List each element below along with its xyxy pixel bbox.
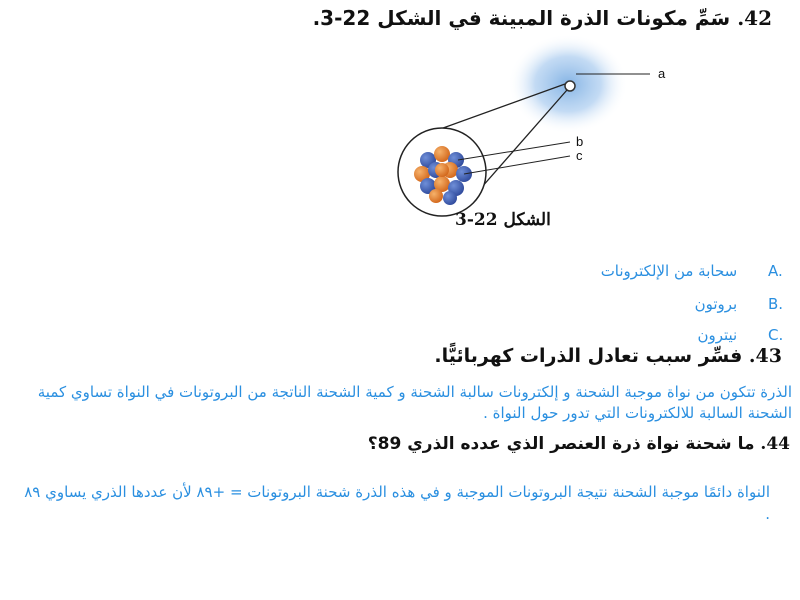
answer-43: الذرة تتكون من نواة موجبة الشحنة و إلكترونات سالبة الشحنة و كمية الشحنة الناتجة من البروتونات في النواة تساوي كمية الشحنة السالبة للالكترونات التي تدور حول النواة . xyxy=(37,383,792,422)
option-a-text: سحابة من الإلكترونات xyxy=(600,262,738,280)
question-42-number: 42. xyxy=(737,6,772,30)
option-b-text: بروتون xyxy=(694,295,738,313)
question-43-number: 43. xyxy=(748,345,782,367)
option-a xyxy=(567,262,792,280)
question-42 xyxy=(313,6,772,30)
question-44-number: 44. xyxy=(760,434,790,454)
label-b: b xyxy=(576,134,584,149)
answer-44: النواة دائمًا موجبة الشحنة نتيجة البروتونات الموجبة و في هذه الذرة شحنة البروتونات = +٨٩ لأن عددها الذري يساوي ٨٩ . xyxy=(24,483,770,523)
question-44-text: ما شحنة نواة ذرة العنصر الذي عدده الذري 89؟ xyxy=(367,434,755,454)
nucleus-point xyxy=(565,81,575,91)
question-43 xyxy=(434,345,782,367)
question-44 xyxy=(368,434,790,454)
question-42-text: سَمِّ مكونات الذرة المبينة في الشكل 22-3. xyxy=(312,6,731,30)
figure-caption: الشكل 22-3 xyxy=(455,210,551,230)
option-c xyxy=(567,326,792,344)
option-c-text: نيترون xyxy=(697,326,738,344)
label-a: a xyxy=(658,66,666,81)
option-c-letter: C. xyxy=(768,326,784,344)
label-c: c xyxy=(576,148,583,163)
question-43-text: فسِّر سبب تعادل الذرات كهربائيًّا. xyxy=(434,345,743,367)
option-b-letter: B. xyxy=(768,295,784,313)
option-a-letter: A. xyxy=(768,262,783,280)
option-b xyxy=(567,295,792,313)
